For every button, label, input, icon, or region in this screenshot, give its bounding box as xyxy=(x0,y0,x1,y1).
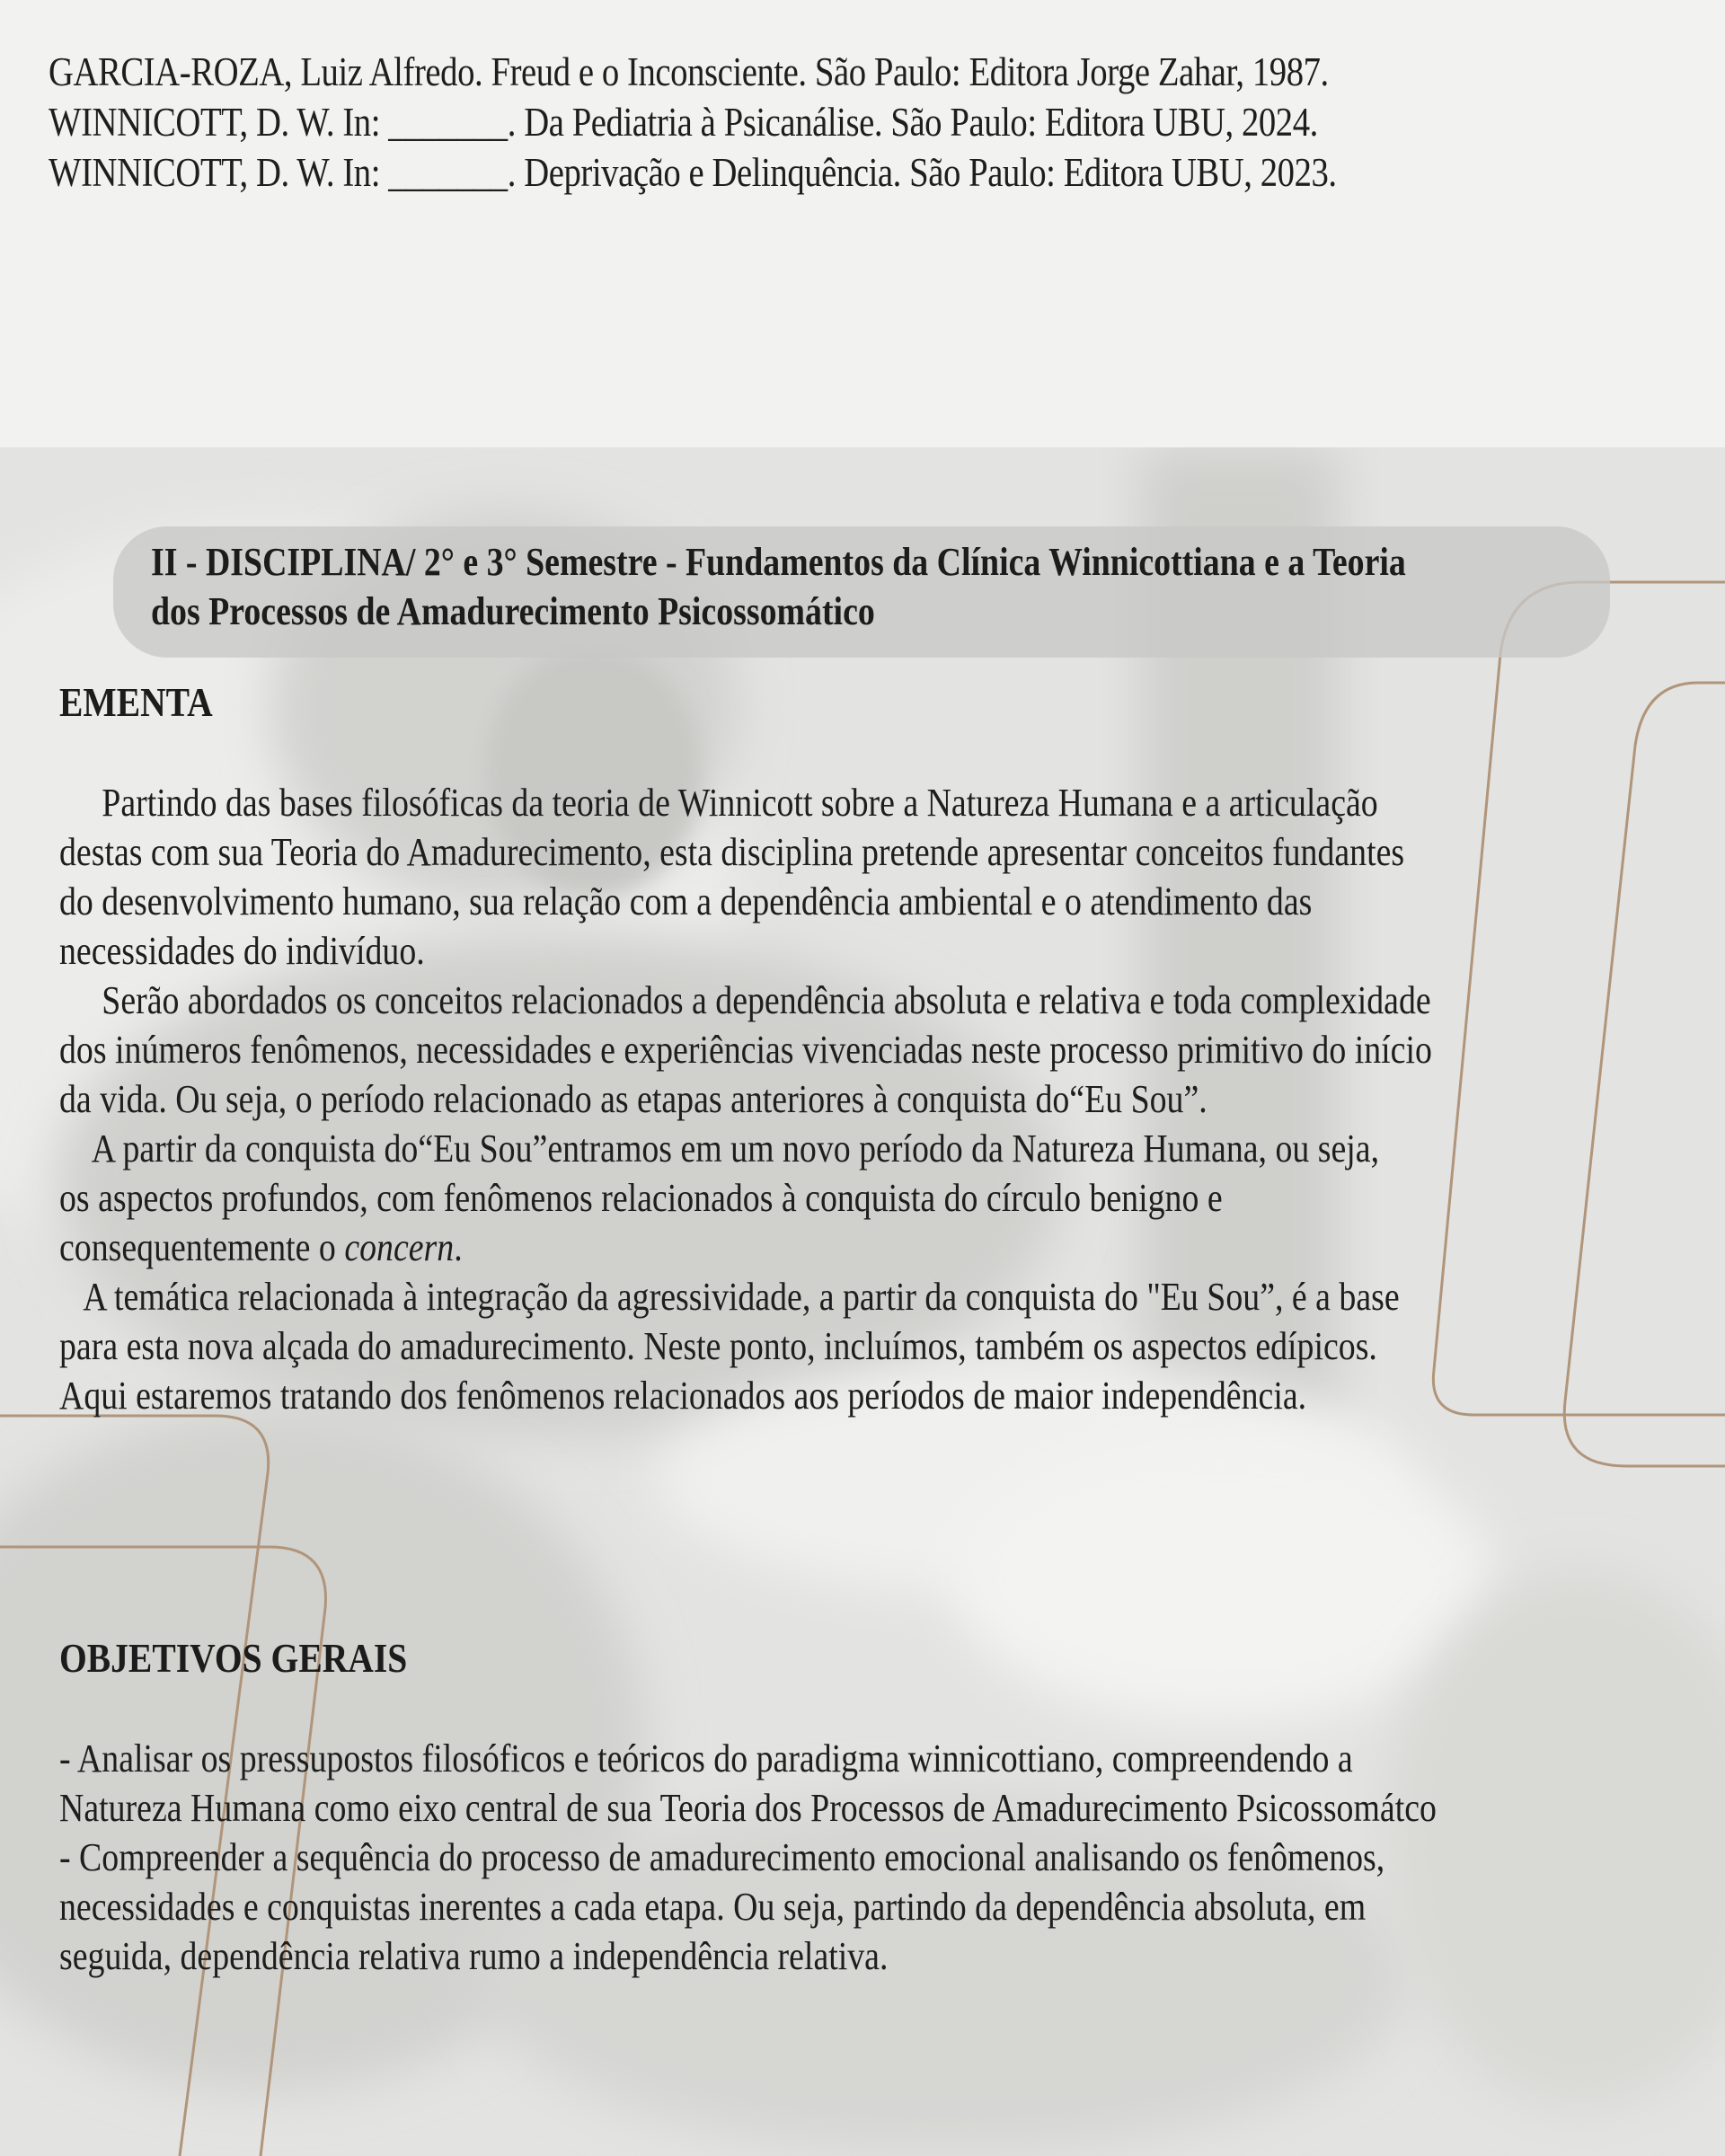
ementa-line-end: . xyxy=(454,1225,463,1269)
ementa-line: dos inúmeros fenômenos, necessidades e experiências vivenciadas neste processo primitivo do início xyxy=(59,1028,1432,1072)
ementa-line: da vida. Ou seja, o período relacionado as etapas anteriores à conquista do“Eu Sou”. xyxy=(59,1077,1208,1121)
ementa-line: A temática relacionada à integração da agressividade, a partir da conquista do "Eu Sou”, é a base xyxy=(59,1275,1400,1319)
ementa-line: A partir da conquista do“Eu Sou”entramos em um novo período da Natureza Humana, ou seja, xyxy=(59,1127,1380,1171)
ementa-line-text: consequentemente o xyxy=(59,1225,345,1269)
ementa-heading: EMENTA xyxy=(59,679,213,725)
ementa-line: Aqui estaremos tratando dos fenômenos relacionados aos períodos de maior independência. xyxy=(59,1374,1307,1418)
ementa-line: destas com sua Teoria do Amadurecimento, esta disciplina pretende apresentar conceitos fundantes xyxy=(59,830,1405,874)
section-title-line-1: II - DISCIPLINA/ 2° e 3° Semestre - Fundamentos da Clínica Winnicottiana e a Teoria xyxy=(151,540,1406,584)
ementa-line: para esta nova alçada do amadurecimento. Neste ponto, incluímos, também os aspectos edípicos. xyxy=(59,1324,1377,1368)
references-section xyxy=(0,0,1725,447)
section-title-line-2: dos Processos de Amadurecimento Psicossomático xyxy=(151,589,875,633)
objetivo-line: necessidades e conquistas inerentes a cada etapa. Ou seja, partindo da dependência absoluta, em xyxy=(59,1885,1367,1929)
ementa-line-concern xyxy=(59,1223,463,1272)
ementa-line: Serão abordados os conceitos relacionados a dependência absoluta e relativa e toda complexidade xyxy=(59,978,1431,1022)
ementa-line: necessidades do indivíduo. xyxy=(59,929,425,973)
section-title xyxy=(151,537,1406,636)
ementa-line: do desenvolvimento humano, sua relação com a dependência ambiental e o atendimento das xyxy=(59,879,1313,923)
reference-1: GARCIA-ROZA, Luiz Alfredo. Freud e o Inconsciente. São Paulo: Editora Jorge Zahar, 1987. xyxy=(49,49,1329,94)
reference-3: WINNICOTT, D. W. In: _______. Deprivação e Delinquência. São Paulo: Editora UBU, 2023. xyxy=(49,150,1337,195)
objetivo-line: - Analisar os pressupostos filosóficos e teóricos do paradigma winnicottiano, compreendendo a xyxy=(59,1736,1353,1780)
concern-italic: concern xyxy=(344,1225,455,1269)
objetivo-line: - Compreender a sequência do processo de amadurecimento emocional analisando os fenômenos, xyxy=(59,1835,1385,1879)
ementa-line: Partindo das bases filosóficas da teoria de Winnicott sobre a Natureza Humana e a articulação xyxy=(59,781,1378,825)
objetivo-line: Natureza Humana como eixo central de sua Teoria dos Processos de Amadurecimento Psicossomátco xyxy=(59,1786,1437,1830)
ementa-line: os aspectos profundos, com fenômenos relacionados à conquista do círculo benigno e xyxy=(59,1176,1223,1220)
objetivos-heading: OBJETIVOS GERAIS xyxy=(59,1635,408,1681)
objetivo-line: seguida, dependência relativa rumo a independência relativa. xyxy=(59,1934,889,1978)
reference-2: WINNICOTT, D. W. In: _______. Da Pediatria à Psicanálise. São Paulo: Editora UBU, 2024. xyxy=(49,100,1318,145)
